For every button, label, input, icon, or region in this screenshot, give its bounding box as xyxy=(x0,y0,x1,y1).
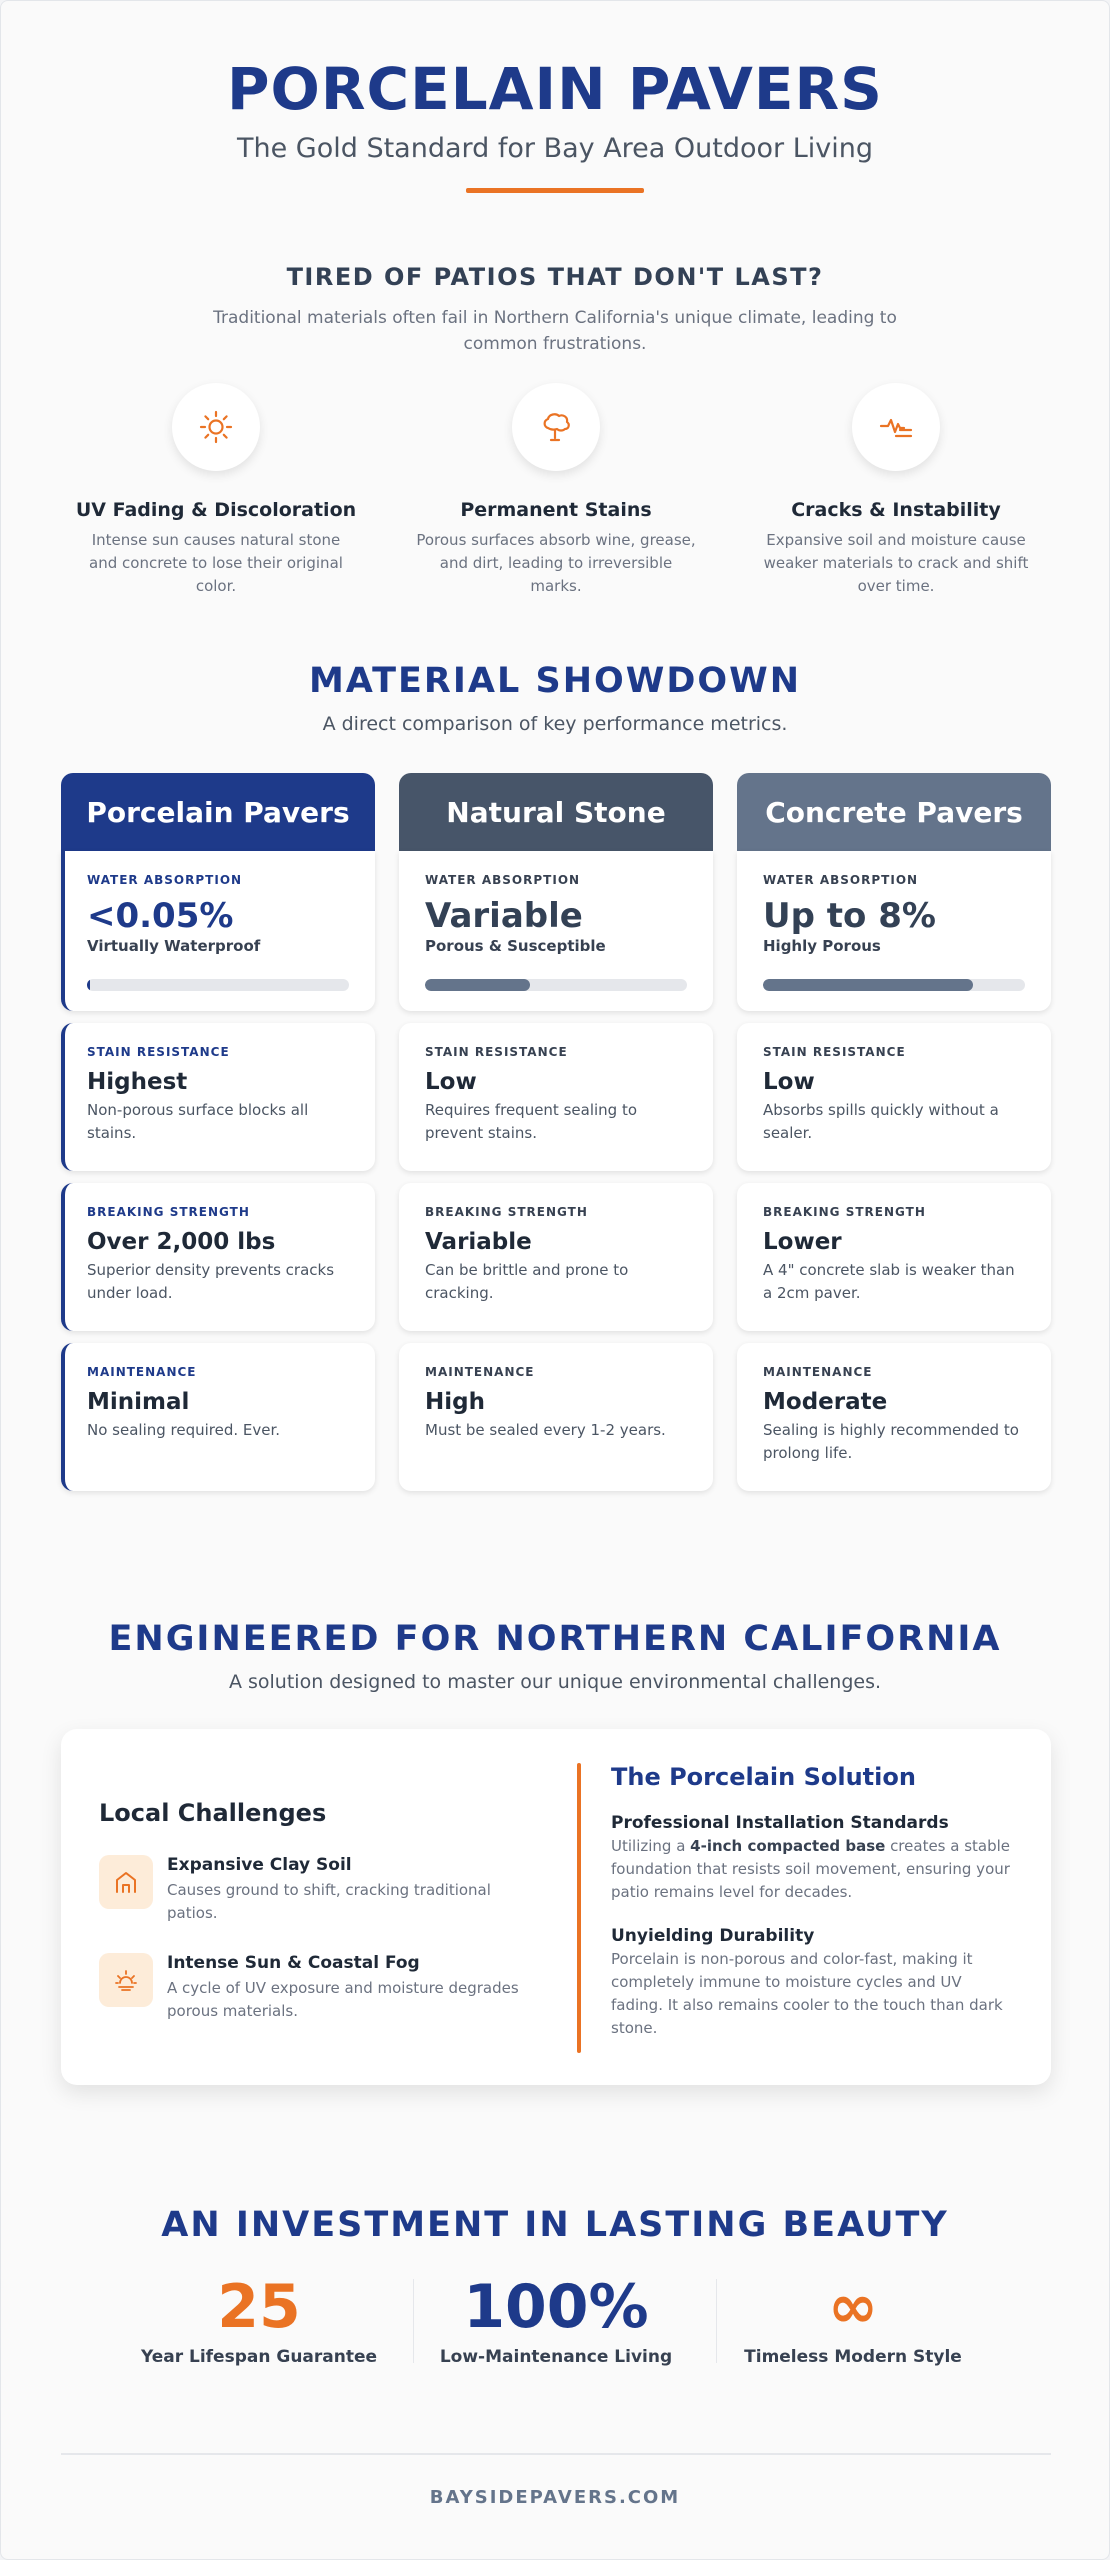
metric-label: BREAKING STRENGTH xyxy=(87,1205,250,1219)
challenge-item xyxy=(99,1855,539,1925)
water-absorption-card xyxy=(737,851,1051,1011)
problem-item-text: Porous surfaces absorb wine, grease, and dirt, leading to irreversible marks. xyxy=(416,531,696,595)
metric-value: Lower xyxy=(763,1229,842,1255)
metric-note: Porous & Susceptible xyxy=(425,937,606,955)
stain-resistance-card xyxy=(399,1023,713,1171)
metric-description: Sealing is highly recommended to prolong life. xyxy=(763,1421,1019,1462)
showdown-header xyxy=(1,661,1109,735)
column-header: Porcelain Pavers xyxy=(61,773,375,851)
absorption-bar-fill xyxy=(425,979,530,991)
absorption-bar xyxy=(425,979,687,991)
metric-label: WATER ABSORPTION xyxy=(763,873,919,887)
engineered-card xyxy=(61,1729,1051,2085)
metric-label: BREAKING STRENGTH xyxy=(763,1205,926,1219)
sun-icon xyxy=(172,383,260,471)
stat-caption: Low-Maintenance Living xyxy=(439,2347,673,2367)
stat-value: ∞ xyxy=(828,2272,878,2342)
metric-note: Highly Porous xyxy=(763,937,881,955)
metric-label: BREAKING STRENGTH xyxy=(425,1205,588,1219)
challenge-title: Intense Sun & Coastal Fog xyxy=(167,1953,420,1973)
maintenance-card xyxy=(399,1343,713,1491)
metric-label: MAINTENANCE xyxy=(763,1365,873,1379)
problem-item-text: Expansive soil and moisture cause weaker materials to crack and shift over time. xyxy=(763,531,1029,595)
sun-fog-icon xyxy=(99,1953,153,2007)
metric-note: Virtually Waterproof xyxy=(87,937,261,955)
metric-value: Variable xyxy=(425,1229,532,1255)
metric-description: Requires frequent sealing to prevent stains. xyxy=(425,1101,638,1142)
stain-resistance-card xyxy=(61,1023,375,1171)
solution-item xyxy=(611,1813,1011,1904)
metric-description: Can be brittle and prone to cracking. xyxy=(425,1261,629,1302)
stat-caption: Year Lifespan Guarantee xyxy=(140,2347,378,2367)
title-accent-bar xyxy=(466,188,644,193)
house-icon xyxy=(99,1855,153,1909)
solution-item-text: Porcelain is non-porous and color-fast, making it completely immune to moisture cycles and UV fading. It also remains cooler to the touch than dark stone. xyxy=(611,1950,1003,2037)
problem-item xyxy=(746,383,1046,598)
metric-description: A 4" concrete slab is weaker than a 2cm paver. xyxy=(763,1261,1015,1302)
challenge-text: Causes ground to shift, cracking traditional patios. xyxy=(167,1881,491,1922)
stat-divider xyxy=(716,2279,717,2363)
metric-value: Variable xyxy=(425,896,583,936)
problem-list xyxy=(66,383,1046,598)
metric-label: STAIN RESISTANCE xyxy=(425,1045,568,1059)
stat-divider xyxy=(413,2279,414,2363)
problem-item xyxy=(406,383,706,598)
solution-item xyxy=(611,1926,1011,2040)
metric-label: MAINTENANCE xyxy=(425,1365,535,1379)
stat-caption: Timeless Modern Style xyxy=(744,2347,962,2367)
metric-value: High xyxy=(425,1389,485,1415)
section-divider xyxy=(577,1763,581,2053)
metric-label: WATER ABSORPTION xyxy=(425,873,581,887)
problem-item-text: Intense sun causes natural stone and concrete to lose their original color. xyxy=(89,531,343,595)
stat-value: 100% xyxy=(463,2272,649,2342)
problem-item-title: Cracks & Instability xyxy=(791,499,1001,521)
page-subtitle: The Gold Standard for Bay Area Outdoor Living xyxy=(236,133,874,164)
engineered-subtitle: A solution designed to master our unique environmental challenges. xyxy=(228,1671,882,1693)
solution-item-title: Professional Installation Standards xyxy=(611,1813,949,1833)
metric-label: MAINTENANCE xyxy=(87,1365,197,1379)
challenge-item xyxy=(99,1953,539,2023)
engineered-header xyxy=(1,1619,1109,1693)
investment-header xyxy=(1,2205,1109,2245)
problem-item-title: Permanent Stains xyxy=(460,499,652,521)
problem-item xyxy=(66,383,366,598)
metric-description: Superior density prevents cracks under load. xyxy=(87,1261,335,1302)
metric-value: Over 2,000 lbs xyxy=(87,1229,276,1255)
metric-description: Non-porous surface blocks all stains. xyxy=(87,1101,309,1142)
hero-header xyxy=(1,57,1109,193)
challenge-title: Expansive Clay Soil xyxy=(167,1855,352,1875)
material-column-concrete xyxy=(737,773,1051,1491)
absorption-bar xyxy=(763,979,1025,991)
metric-value: Moderate xyxy=(763,1389,888,1415)
absorption-bar xyxy=(87,979,349,991)
showdown-title: MATERIAL SHOWDOWN xyxy=(308,661,802,701)
metric-value: <0.05% xyxy=(87,896,234,936)
investment-stats xyxy=(111,2271,1001,2367)
metric-value: Highest xyxy=(87,1069,188,1095)
breaking-strength-card xyxy=(61,1183,375,1331)
metric-value: Low xyxy=(763,1069,815,1095)
column-header: Natural Stone xyxy=(399,773,713,851)
footer-divider xyxy=(61,2453,1051,2455)
stain-icon xyxy=(512,383,600,471)
metric-value: Up to 8% xyxy=(763,896,936,936)
page-title: PORCELAIN PAVERS xyxy=(227,55,883,123)
material-column-porcelain xyxy=(61,773,375,1491)
metric-description: No sealing required. Ever. xyxy=(87,1421,281,1439)
breaking-strength-card xyxy=(399,1183,713,1331)
investment-title: AN INVESTMENT IN LASTING BEAUTY xyxy=(161,2205,949,2245)
stat-value: 25 xyxy=(217,2272,301,2342)
problem-intro: Traditional materials often fail in Northern California's unique climate, leading to common frustrations. xyxy=(213,308,897,354)
stat-item xyxy=(408,2271,704,2367)
breaking-strength-card xyxy=(737,1183,1051,1331)
footer-website: BAYSIDEPAVERS.COM xyxy=(429,2487,681,2508)
absorption-bar-fill xyxy=(87,979,90,991)
metric-value: Minimal xyxy=(87,1389,190,1415)
stat-item xyxy=(705,2271,1001,2367)
local-challenges xyxy=(99,1729,539,2023)
maintenance-card xyxy=(737,1343,1051,1491)
engineered-title: ENGINEERED FOR NORTHERN CALIFORNIA xyxy=(108,1619,1002,1659)
metric-description: Absorbs spills quickly without a sealer. xyxy=(763,1101,999,1142)
solution-item-text: Utilizing a 4-inch compacted base creates a stable foundation that resists soil movement, ensuring your patio remains level for decades. xyxy=(611,1837,1011,1901)
water-absorption-card xyxy=(61,851,375,1011)
stain-resistance-card xyxy=(737,1023,1051,1171)
column-header: Concrete Pavers xyxy=(737,773,1051,851)
showdown-subtitle: A direct comparison of key performance metrics. xyxy=(322,713,788,735)
challenges-title: Local Challenges xyxy=(99,1799,327,1827)
water-absorption-card xyxy=(399,851,713,1011)
problem-item-title: UV Fading & Discoloration xyxy=(75,499,357,521)
solution-item-title: Unyielding Durability xyxy=(611,1926,815,1946)
metric-value: Low xyxy=(425,1069,477,1095)
problem-section xyxy=(1,263,1109,357)
absorption-bar-fill xyxy=(763,979,973,991)
metric-label: STAIN RESISTANCE xyxy=(763,1045,906,1059)
metric-description: Must be sealed every 1-2 years. xyxy=(425,1421,666,1439)
metric-label: WATER ABSORPTION xyxy=(87,873,243,887)
stat-item xyxy=(111,2271,407,2367)
porcelain-solution xyxy=(611,1729,1011,2040)
challenge-text: A cycle of UV exposure and moisture degrades porous materials. xyxy=(167,1979,519,2020)
material-column-natural-stone xyxy=(399,773,713,1491)
solution-title: The Porcelain Solution xyxy=(611,1763,916,1791)
comparison-columns xyxy=(61,773,1051,1491)
problem-title: TIRED OF PATIOS THAT DON'T LAST? xyxy=(286,263,824,291)
crack-icon xyxy=(852,383,940,471)
maintenance-card xyxy=(61,1343,375,1491)
metric-label: STAIN RESISTANCE xyxy=(87,1045,230,1059)
